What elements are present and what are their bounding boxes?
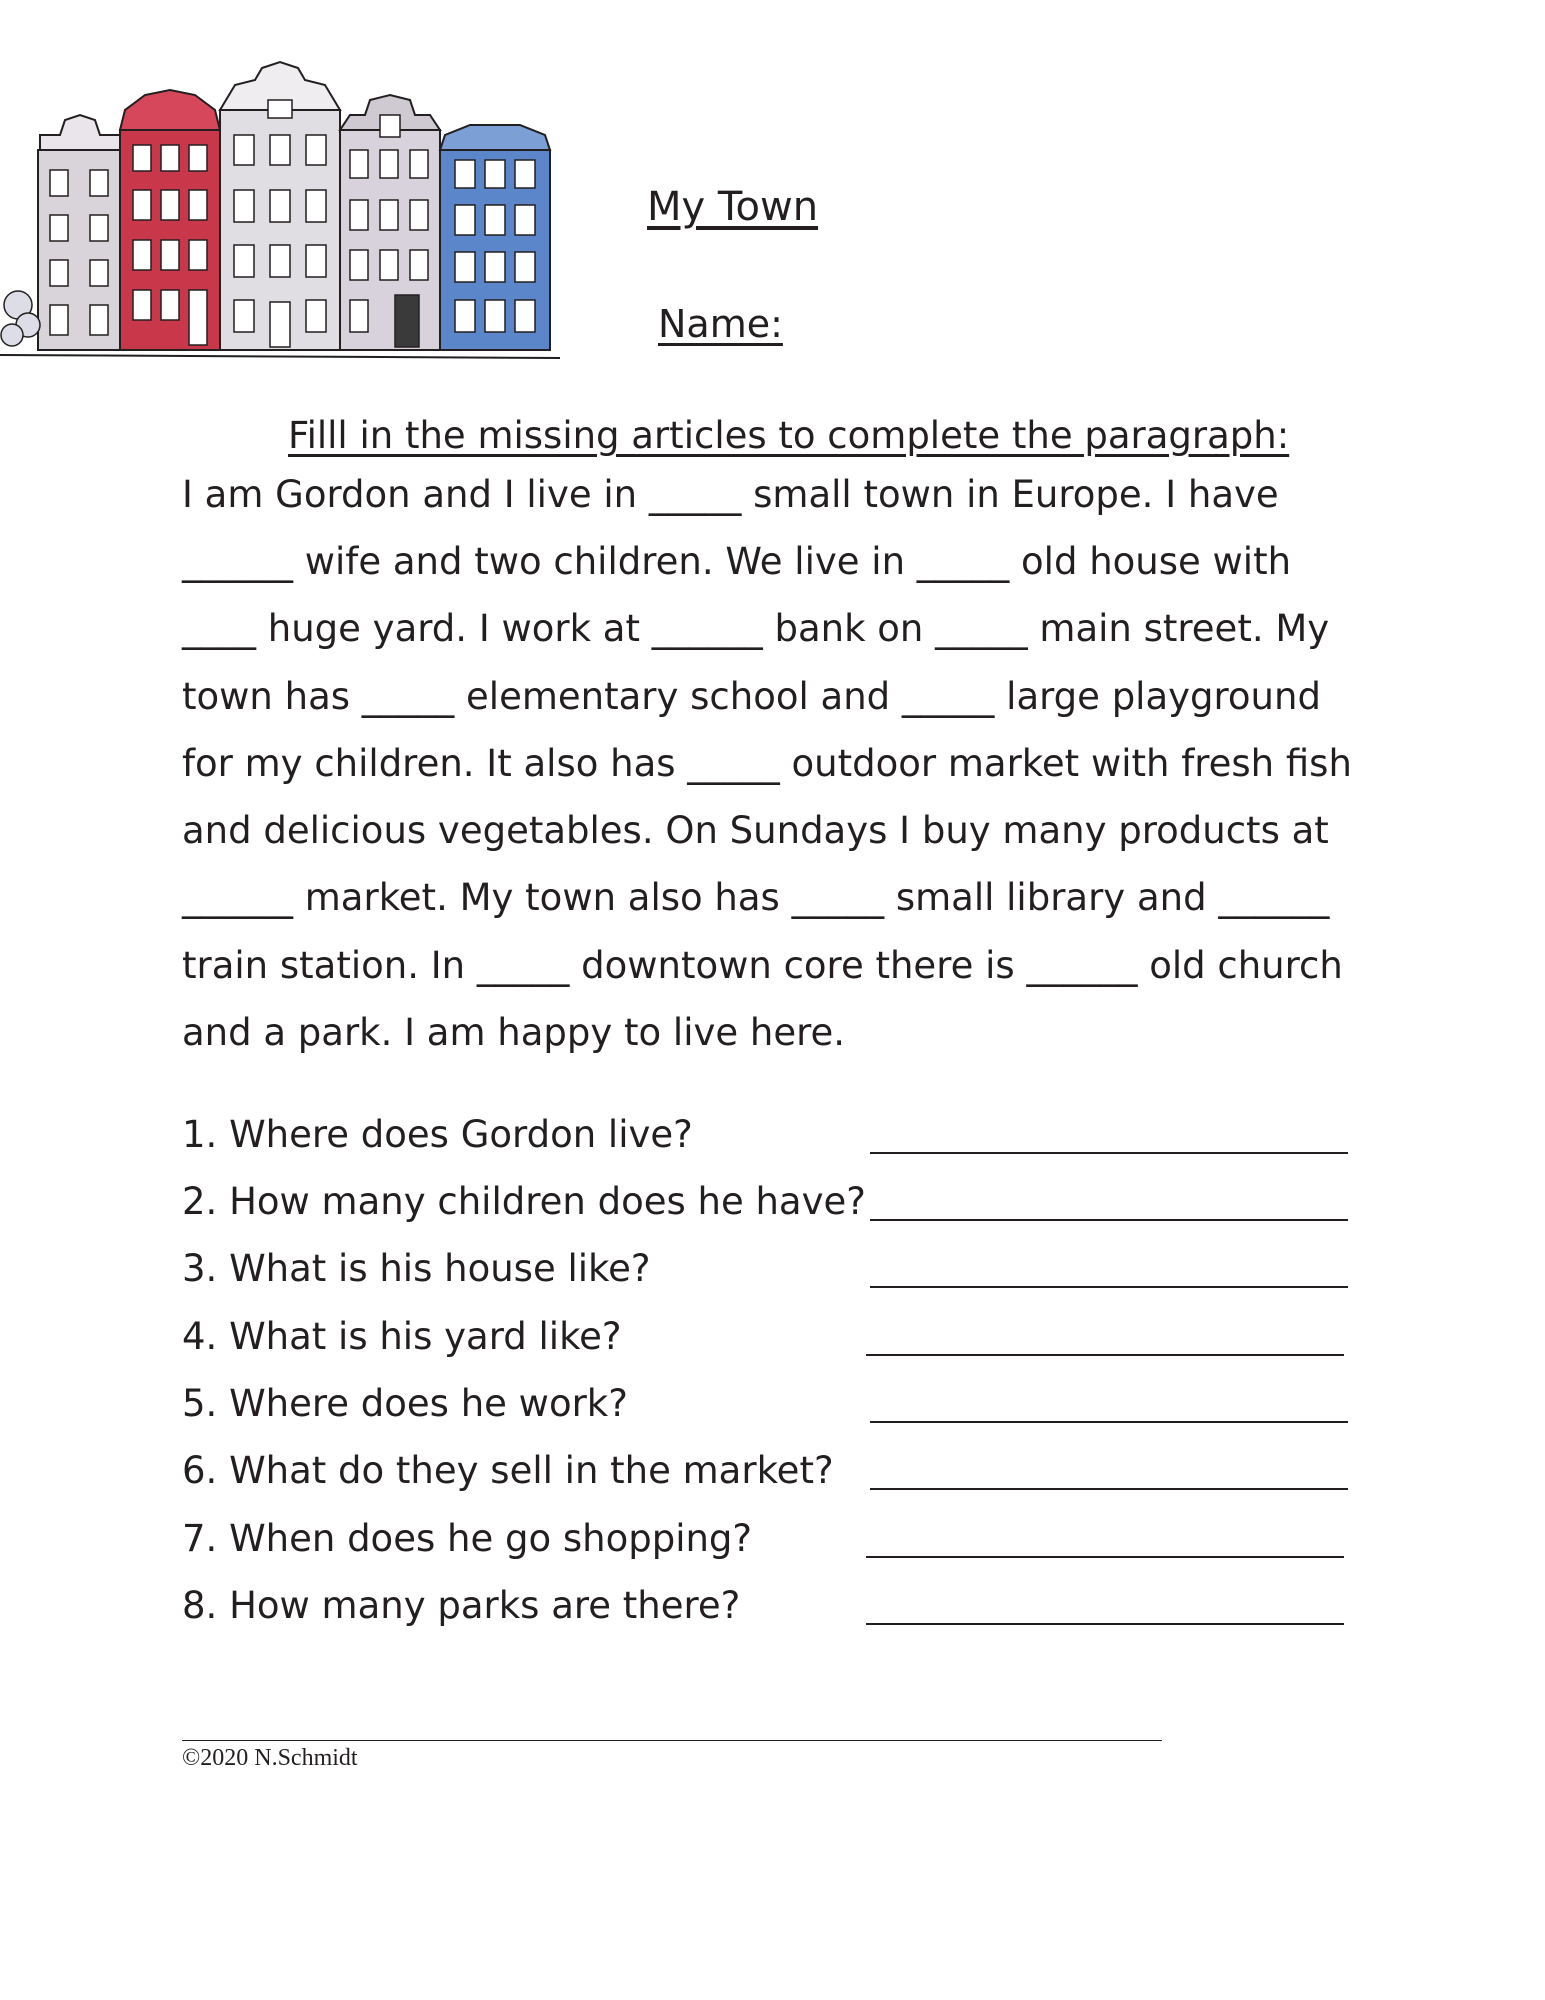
question-4: 4. What is his yard like? <box>182 1315 622 1358</box>
paragraph-line: ______ market. My town also has _____ small library and ______ <box>182 876 1330 919</box>
answer-line-6[interactable] <box>870 1488 1348 1490</box>
answer-line-7[interactable] <box>866 1556 1344 1558</box>
copyright-notice: ©2020 N.Schmidt <box>182 1745 358 1771</box>
paragraph-line: train station. In _____ downtown core there is ______ old church <box>182 944 1343 987</box>
footer-divider <box>182 1740 1162 1741</box>
question-3: 3. What is his house like? <box>182 1247 651 1290</box>
answer-line-3[interactable] <box>870 1286 1348 1288</box>
question-5: 5. Where does he work? <box>182 1382 628 1425</box>
question-6: 6. What do they sell in the market? <box>182 1449 834 1492</box>
answer-line-1[interactable] <box>870 1152 1348 1154</box>
paragraph-line: and a park. I am happy to live here. <box>182 1011 846 1054</box>
question-1: 1. Where does Gordon live? <box>182 1113 693 1156</box>
answer-line-8[interactable] <box>866 1623 1344 1625</box>
answer-line-2[interactable] <box>870 1219 1348 1221</box>
paragraph-line: and delicious vegetables. On Sundays I buy many products at <box>182 809 1329 852</box>
paragraph-line: ______ wife and two children. We live in _____ old house with <box>182 540 1292 583</box>
answer-line-5[interactable] <box>870 1421 1348 1423</box>
answer-line-4[interactable] <box>866 1354 1344 1356</box>
page-title: My Town <box>647 184 819 230</box>
name-label: Name: <box>658 302 783 346</box>
paragraph-line: I am Gordon and I live in _____ small town in Europe. I have <box>182 473 1279 516</box>
question-8: 8. How many parks are there? <box>182 1584 741 1627</box>
townhouses-illustration-icon <box>0 40 560 370</box>
paragraph-line: ____ huge yard. I work at ______ bank on _____ main street. My <box>182 607 1330 650</box>
paragraph-line: town has _____ elementary school and _____ large playground <box>182 675 1321 718</box>
question-2: 2. How many children does he have? <box>182 1180 866 1223</box>
question-7: 7. When does he go shopping? <box>182 1517 753 1560</box>
paragraph-line: for my children. It also has _____ outdoor market with fresh fish <box>182 742 1352 785</box>
instructions-heading: Filll in the missing articles to complete the paragraph: <box>288 414 1290 457</box>
